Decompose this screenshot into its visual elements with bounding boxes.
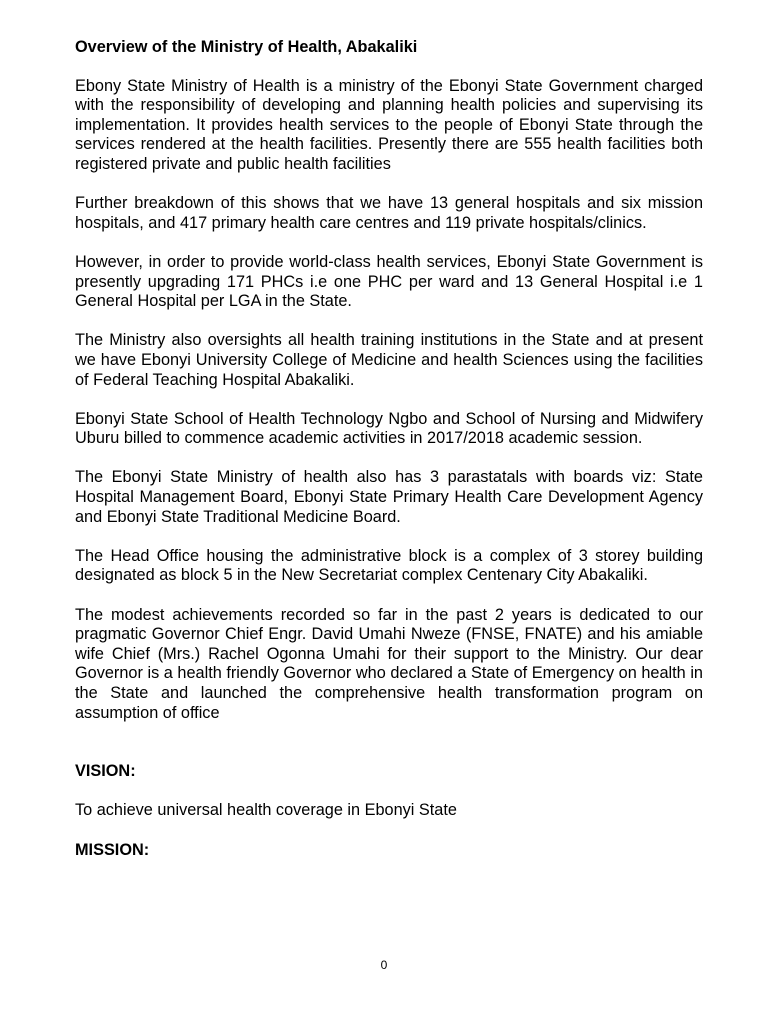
- paragraph-head-office: The Head Office housing the administrative block is a complex of 3 storey building designated as block 5 in the New Secretariat complex Centenary City Abakaliki.: [75, 546, 703, 585]
- document-title: Overview of the Ministry of Health, Abakaliki: [75, 38, 418, 56]
- paragraph-upgrading: However, in order to provide world-class health services, Ebonyi State Government is presently upgrading 171 PHCs i.e one PHC per ward and 13 General Hospital i.e 1 General Hospital per LGA in the State.: [75, 252, 703, 311]
- vision-heading: VISION:: [75, 762, 136, 781]
- paragraph-breakdown: Further breakdown of this shows that we have 13 general hospitals and six mission hospitals, and 417 primary health care centres and 119 private hospitals/clinics.: [75, 194, 703, 232]
- mission-heading: MISSION:: [75, 840, 150, 859]
- paragraph-achievements: The modest achievements recorded so far in the past 2 years is dedicated to our pragmatic Governor Chief Engr. David Umahi Nweze (FNSE, FNATE) and his amiable wife Chief (Mrs.) Rachel Ogonna Umahi for their support to the Ministry. Our dear Governor is a health friendly Governor who declared a State of Emergency on health in the State and launched the comprehensive health transformation program on assumption of office: [75, 605, 703, 722]
- vision-text: To achieve universal health coverage in Ebonyi State: [75, 801, 457, 820]
- paragraph-training-institutions: The Ministry also oversights all health training institutions in the State and at present we have Ebonyi University College of Medicine and health Sciences using the facilities of Federal Teaching Hospital Abakaliki.: [75, 331, 703, 389]
- document-page: [75, 38, 703, 880]
- paragraph-parastatals: The Ebonyi State Ministry of health also has 3 parastatals with boards viz: State Hospital Management Board, Ebonyi State Primary Health Care Development Agency and Ebonyi State Traditional Medicine Board.: [75, 468, 703, 526]
- page-number: 0: [380, 958, 388, 972]
- paragraph-overview: Ebony State Ministry of Health is a ministry of the Ebonyi State Government charged with the responsibility of developing and planning health policies and supervising its implementation. It provides health services to the people of Ebonyi State through the services rendered at the health facilities. Presently there are 555 health facilities both registered private and public health facilities: [75, 76, 703, 173]
- paragraph-schools: Ebonyi State School of Health Technology Ngbo and School of Nursing and Midwifery Uburu billed to commence academic activities in 2017/2018 academic session.: [75, 409, 703, 448]
